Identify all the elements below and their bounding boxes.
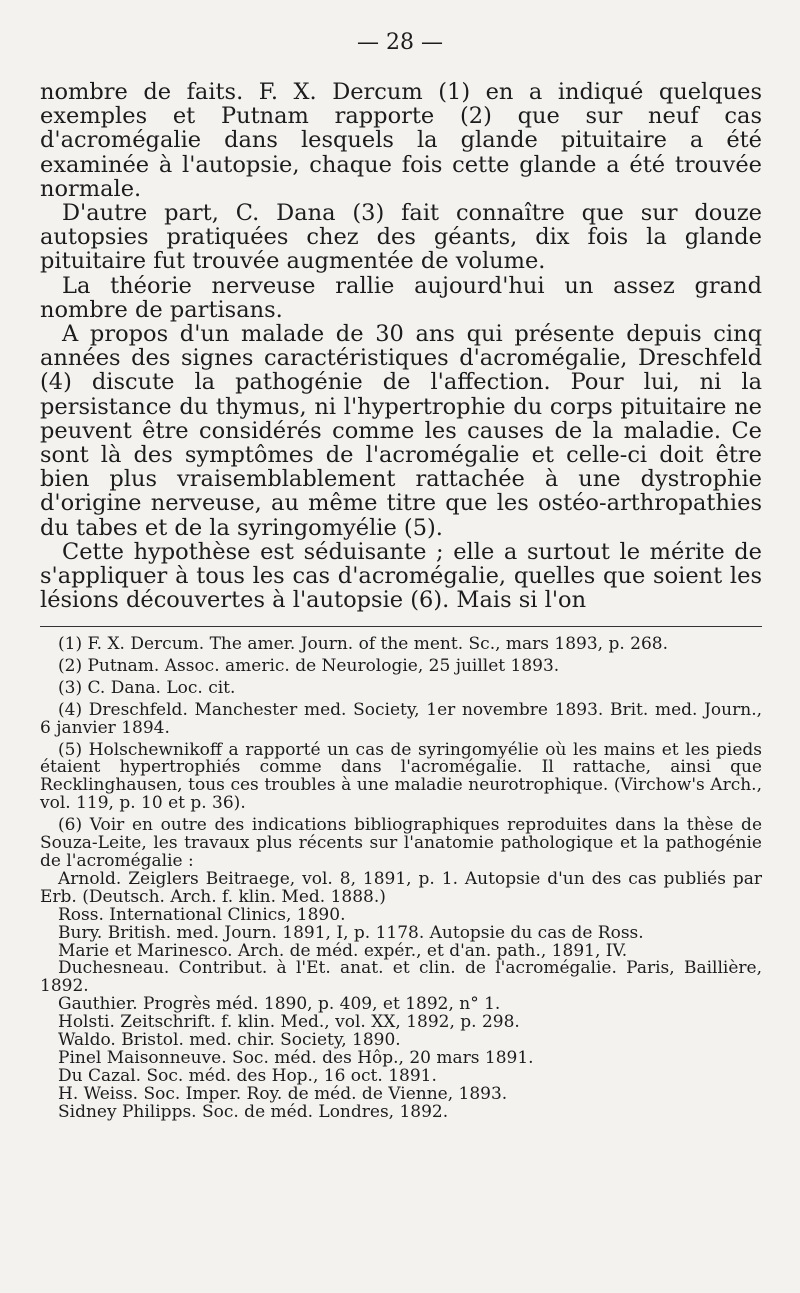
reference-9: Pinel Maisonneuve. Soc. méd. des Hôp., 20 mars 1891.: [58, 1047, 534, 1068]
paragraph-2: D'autre part, C. Dana (3) fait connaître que sur douze autopsies pratiquées chez des géants, dix fois la glande pituitaire fut trouvée augmentée de volume.: [40, 200, 762, 275]
reference-3: Bury. British. med. Journ. 1891, I, p. 1178. Autopsie du cas de Ross.: [58, 922, 644, 943]
footnote-5: (5) Holschewnikoff a rapporté un cas de syringomyélie où les mains et les pieds étaient hypertrophiés comme dans l'acromégalie. Il rattache, ainsi que Recklinghausen, tous ces troubles à une maladie neurotrophique. (Virchow's Arch., vol. 119, p. 10 et p. 36).: [40, 739, 762, 814]
footnote-6: (6) Voir en outre des indications bibliographiques reproduites dans la thèse de Souza-Leite, les travaux plus récents sur l'anatomie pathologique et la pathogénie de l'acromégalie :: [40, 815, 762, 871]
footnote-3: (3) C. Dana. Loc. cit.: [58, 677, 236, 698]
reference-7: Holsti. Zeitschrift. f. klin. Med., vol. XX, 1892, p. 298.: [58, 1012, 520, 1033]
paragraph-5: Cette hypothèse est séduisante ; elle a surtout le mérite de s'appliquer à tous les cas d'acromégalie, quelles que soient les lésions découvertes à l'autopsie (6). Mais si l'on: [40, 538, 762, 614]
reference-5: Duchesneau. Contribut. à l'Et. anat. et clin. de l'acromégalie. Paris, Baillière, 1892.: [40, 958, 762, 997]
footnote-1: (1) F. X. Dercum. The amer. Journ. of the ment. Sc., mars 1893, p. 268.: [58, 634, 669, 654]
paragraph-4: A propos d'un malade de 30 ans qui présente depuis cinq années des signes caractéristiques d'acromégalie, Dreschfeld (4) discute la pathogénie de l'affection. Pour lui, ni la persistance du thymus, ni l'hypertrophie du corps pituitaire ne peuvent être considérés comme les causes de la maladie. Ce sont là des symptômes de l'acromégalie et celle-ci doit être bien plus vraisemblablement rattachée à une dystrophie d'origine nerveuse, au même titre que les ostéo-arthropathies du tabes et de la syringomyélie (5).: [40, 321, 762, 541]
paragraph-3: La théorie nerveuse rallie aujourd'hui un assez grand nombre de partisans.: [40, 272, 762, 323]
page-number: — 28 —: [357, 30, 443, 55]
reference-2: Ross. International Clinics, 1890.: [58, 904, 346, 925]
paragraph-1: nombre de faits. F. X. Dercum (1) en a indiqué quelques exemples et Putnam rapporte (2) que sur neuf cas d'acromégalie dans lesquels la glande pituitaire a été examinée à l'autopsie, chaque fois cette glande a été trouvée normale.: [40, 79, 762, 202]
reference-1: Arnold. Zeiglers Beitraege, vol. 8, 1891, p. 1. Autopsie d'un des cas publiés par Erb. (Deutsch. Arch. f. klin. Med. 1888.): [40, 868, 762, 907]
reference-12: Sidney Philipps. Soc. de méd. Londres, 1892.: [58, 1101, 449, 1122]
reference-8: Waldo. Bristol. med. chir. Society, 1890.: [58, 1030, 401, 1051]
footnote-divider: [40, 626, 762, 627]
reference-10: Du Cazal. Soc. méd. des Hop., 16 oct. 1891.: [58, 1065, 437, 1086]
reference-4: Marie et Marinesco. Arch. de méd. expér., et d'an. path., 1891, IV.: [58, 940, 628, 961]
main-text: [40, 80, 762, 612]
footnotes: [40, 636, 762, 1122]
reference-6: Gauthier. Progrès méd. 1890, p. 409, et 1892, n° 1.: [58, 994, 501, 1015]
footnote-2: (2) Putnam. Assoc. americ. de Neurologie, 25 juillet 1893.: [58, 655, 560, 676]
reference-11: H. Weiss. Soc. Imper. Roy. de méd. de Vienne, 1893.: [58, 1083, 508, 1104]
footnote-4: (4) Dreschfeld. Manchester med. Society, 1er novembre 1893. Brit. med. Journ., 6 janvier 1894.: [40, 699, 762, 738]
